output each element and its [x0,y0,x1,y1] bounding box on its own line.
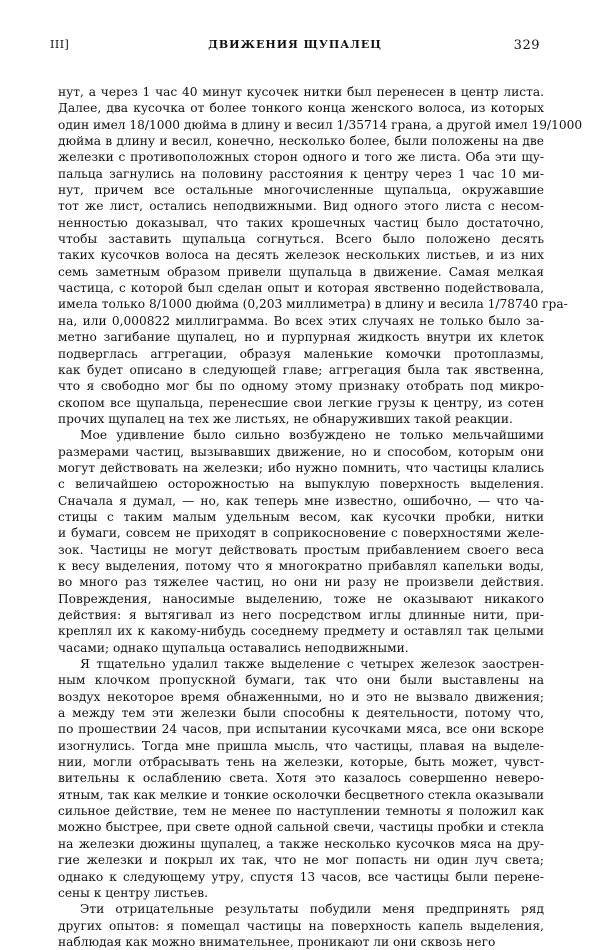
text-line: Далее, два кусочка от более тонкого конца женского волоса, из которых [58,101,544,116]
text-line: нут, а через 1 час 40 минут кусочек нитки был перенесен в центр листа. [58,85,544,99]
text-line: на, или 0,000822 миллиграмма. Во всех этих случаях не только было за- [58,313,544,328]
text-line: а между тем эти железки были способны к деятельности, потому что, [58,706,544,721]
text-line: с величайшею осторожностью на выпуклую поверхность выделения. [58,477,544,492]
text-line: железки с противоположных сторон одного и того же листа. Оба эти щу- [58,150,544,165]
body-text [58,84,583,950]
page-number: 329 [513,38,540,53]
running-title: ДВИЖЕНИЯ ЩУПАЛЕЦ [208,38,382,51]
text-line: нии, могли отбрасывать тень на железки, которые, быть может, чувст- [58,755,544,770]
text-line: других опытов: я помещал частицы на поверхность капель выделения, [58,918,544,933]
paragraph [58,901,544,950]
text-line: ненностью доказывал, что таких крошечных частиц было достаточно, [58,215,544,230]
text-line: во много раз тяжелее частиц, но они ни разу не произвели действия. [58,575,544,590]
text-line: прочих щупалец на тех же листьях, не обнаруживших такой реакции. [58,411,513,426]
text-line: зок. Частицы не могут действовать простым прибавлением своего веса [58,542,544,557]
text-line: чтобы заставить щупальца согнуться. Всего было положено десять [58,232,544,247]
text-line: как будет описано в следующей главе; аггрегация была так явственна, [58,362,544,377]
text-line: и бумаги, совсем не приходят в соприкосновение с поверхностями желе- [58,526,544,541]
text-line: ятным, так как мелкие и тонкие осколочки бесцветного стекла оказывали [58,787,544,802]
text-line: один имел 18/1000 дюйма в длину и весил 1/35714 грана, а другой имел 19/1000 [58,117,583,132]
text-line: наблюдая как можно внимательнее, проникают ли они сквозь него [58,934,496,949]
text-line: Повреждения, наносимые выделению, тоже не оказывают никакого [58,591,544,606]
text-line: однако к следующему утру, спустя 13 часов, все частицы были перене- [58,869,544,884]
paragraph [58,84,583,427]
text-line: Эти отрицательные результаты побудили меня предпринять ряд [80,902,544,917]
text-line: могут действовать на железки; ибо нужно помнить, что частицы клались [58,460,544,475]
text-line: Я тщательно удалил также выделение с четырех железок заострен- [80,657,544,672]
text-line: тот же лист, остались неподвижными. Вид одного этого листа с несом- [58,199,544,214]
text-line: нут, причем все остальные многочисленные щупальца, окружавшие [58,183,544,198]
text-line: креплял их к какому-нибудь соседнему предмету и оставлял так целыми [58,624,544,639]
text-line: сильное действие, тем не менее по наступлении темноты я положил как [58,804,544,819]
text-line: воздух некоторое время обнаженными, но и это не вызвало движения; [58,689,544,704]
text-line: Мое удивление было сильно возбуждено не только мельчайшими [80,428,544,443]
text-line: на железки дюжины щупалец, а также несколько кусочков мяса на дру- [58,836,544,851]
text-line: частица, с которой был сделан опыт и которая явственно подействовала, [58,281,544,296]
text-line: таких кусочков волоса на десять железок нескольких листьев, и из них [58,248,544,263]
text-line: ным клочком пропускной бумаги, так что они были выставлены на [58,673,544,688]
text-line: Сначала я думал, — но, как теперь мне известно, ошибочно, — что ча- [58,493,544,508]
text-line: подверглась аггрегации, образуя маленькие комочки протоплазмы, [58,346,544,361]
text-line: семь заметным образом привели щупальца в движение. Самая мелкая [58,264,544,279]
text-line: метно загибание щупалец, но и пурпурная жидкость внутри их клеток [58,330,544,345]
text-line: можно быстрее, при свете одной сальной свечи, частицы пробки и стекла [58,820,544,835]
text-line: действия: я вытягивал из него посредством иглы длинные нити, при- [58,608,544,622]
text-line: гие железки и покрыл их так, что не мог попасть ни один луч света; [58,853,544,868]
text-line: по прошествии 24 часов, при испытании кусочками мяса, все они вскоре [58,722,544,737]
running-header [50,38,540,60]
text-line: что я свободно мог бы по одному этому признаку отобрать под микро- [58,379,544,394]
text-line: размерами частиц, вызывавших движение, но и способом, которым они [58,444,544,459]
text-line: изогнулись. Тогда мне пришла мысль, что частицы, плавая на выделе- [58,738,544,753]
text-line: к весу выделения, потому что я многократно прибавлял капельки воды, [58,558,544,573]
paragraph [58,656,544,901]
text-line: сены к центру листьев. [58,885,209,900]
chapter-number: III] [50,38,70,51]
text-line: стицы с таким малым удельным весом, как кусочки пробки, нитки [58,509,544,524]
text-line: пальца загнулись на половину расстояния к центру через 1 час 10 ми- [58,166,544,181]
text-line: дюйма в длину и весил, конечно, несколько более, были положены на две [58,134,544,149]
text-line: имела только 8/1000 дюйма (0,203 миллиметра) в длину и весила 1/78740 гра- [58,297,568,312]
text-line: часами; однако щупальца оставались неподвижными. [58,640,409,655]
text-line: вительны к ослаблению света. Хотя это казалось совершенно неверо- [58,771,544,786]
paragraph [58,427,544,656]
text-line: скопом все щупальца, перенесшие свои легкие грузы к центру, из сотен [58,395,544,410]
